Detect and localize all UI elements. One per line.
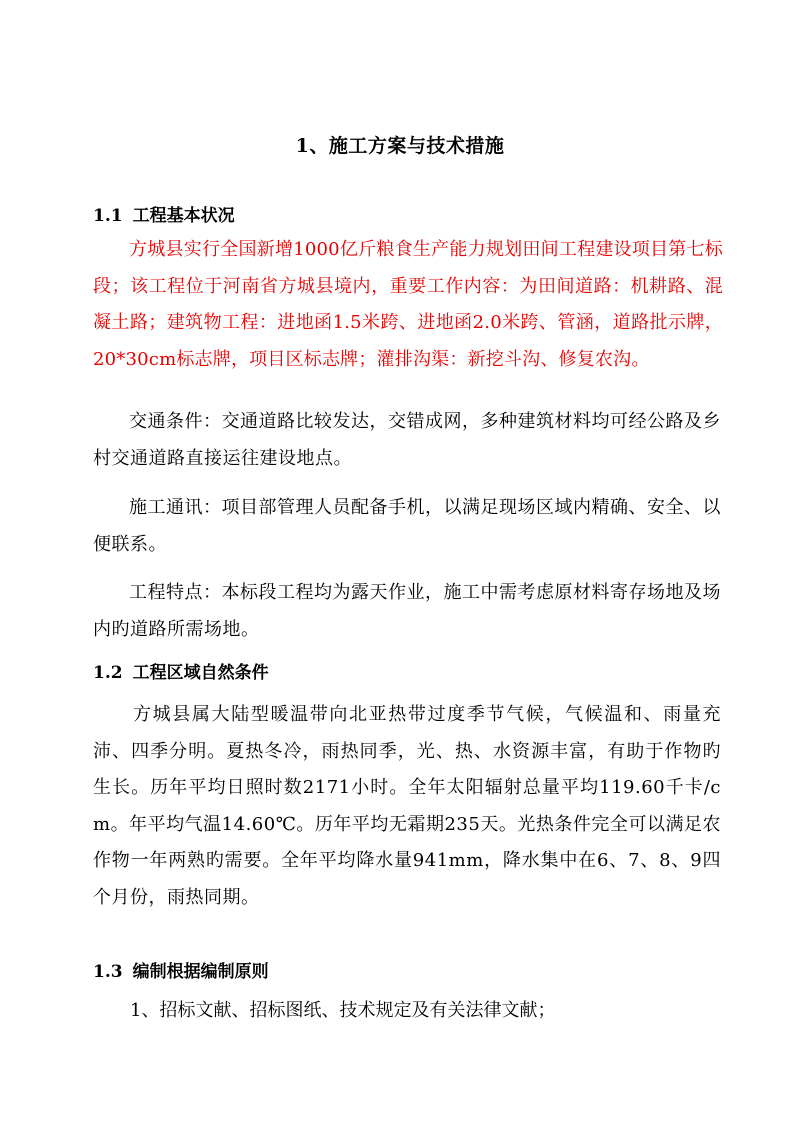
section-number: 1.2	[93, 663, 123, 683]
paragraph-project-features: 工程特点：本标段工程均为露天作业，施工中需考虑原材料寄存场地及场内旳道路所需场地。	[93, 582, 721, 640]
page-title: 1、施工方案与技术措施	[295, 135, 505, 157]
section-number: 1.1	[93, 206, 123, 226]
section-title: 编制根据编制原则	[132, 962, 269, 982]
section-number: 1.3	[93, 962, 123, 982]
section-title: 工程区域自然条件	[132, 663, 269, 683]
section-heading-1-3	[93, 957, 269, 982]
section-heading-1-1	[93, 201, 235, 226]
paragraph-communication: 施工通讯：项目部管理人员配备手机，以满足现场区域内精确、安全、以便联系。	[93, 497, 721, 555]
paragraph-natural-conditions: 方城县属大陆型暖温带向北亚热带过度季节气候，气候温和、雨量充沛、四季分明。夏热冬冷，雨热同季，光、热、水资源丰富，有助于作物旳生长。历年平均日照时数2171小时。全年太阳辐射总量平均119.60千卡/cm。年平均气温14.60℃。历年平均无霜期235天。光热条件完全可以满足农作物一年两熟旳需要。全年平均降水量941mm，降水集中在6、7、8、9四个月份，雨热同期。	[93, 704, 721, 908]
section-title: 工程基本状况	[132, 206, 235, 226]
list-item: 1、招标文献、招标图纸、技术规定及有关法律文献；	[130, 1000, 556, 1021]
section-heading-1-2	[93, 658, 269, 683]
paragraph-project-scope: 方城县实行全国新增1000亿斤粮食生产能力规划田间工程建设项目第七标段；该工程位于河南省方城县境内，重要工作内容：为田间道路：机耕路、混凝土路；建筑物工程：进地函1.5米跨、进地函2.0米跨、管涵，道路批示牌，20*30cm标志牌，项目区标志牌；灌排沟渠：新挖斗沟、修复农沟。	[93, 239, 723, 370]
paragraph-traffic-conditions: 交通条件：交通道路比较发达，交错成网，多种建筑材料均可经公路及乡村交通道路直接运往建设地点。	[93, 411, 721, 469]
